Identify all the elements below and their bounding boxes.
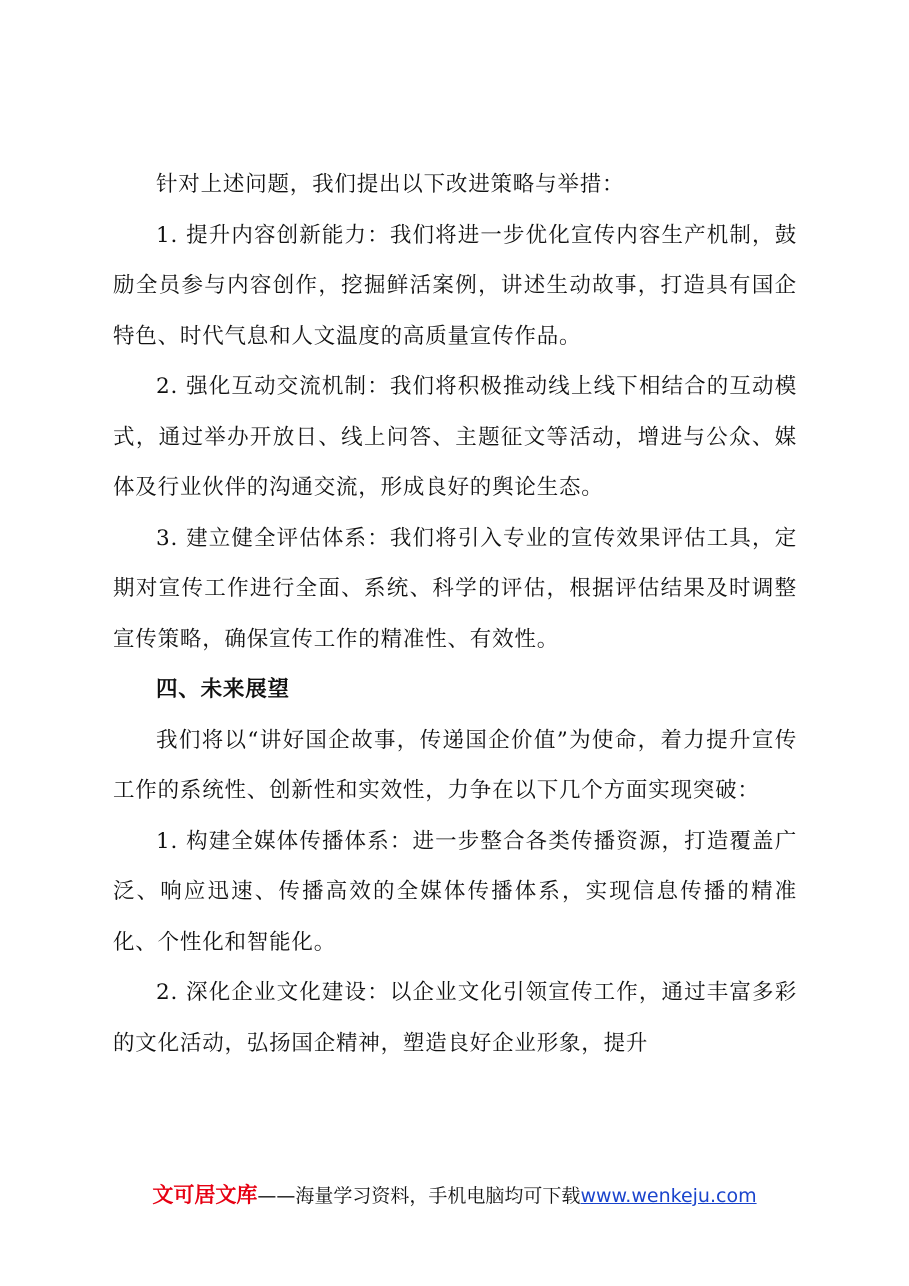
footer-banner	[0, 1180, 909, 1211]
paragraph-intro: 针对上述问题，我们提出以下改进策略与举措：	[156, 172, 625, 197]
paragraph-item-all-media: 1. 构建全媒体传播体系：进一步整合各类传播资源，打造覆盖广泛、响应迅速、传播高效的全媒体传播体系，实现信息传播的精准化、个性化和智能化。	[113, 828, 797, 955]
footer-website-link[interactable]: www.wenkeju.com	[580, 1185, 757, 1207]
paragraph-outlook-intro: 我们将以“讲好国企故事，传递国企价值”为使命，着力提升宣传工作的系统性、创新性和实效性，力争在以下几个方面实现突破：	[113, 727, 797, 803]
paragraph-item-interaction: 2. 强化互动交流机制：我们将积极推动线上线下相结合的互动模式，通过举办开放日、线上问答、主题征文等活动，增进与公众、媒体及行业伙伴的沟通交流，形成良好的舆论生态。	[113, 374, 797, 500]
footer-brand: 文可居文库	[152, 1183, 258, 1207]
paragraph-item-content-innovation: 1. 提升内容创新能力：我们将进一步优化宣传内容生产机制，鼓励全员参与内容创作，挖掘鲜活案例，讲述生动故事，打造具有国企特色、时代气息和人文温度的高质量宣传作品。	[113, 222, 797, 349]
paragraph-item-evaluation: 3. 建立健全评估体系：我们将引入专业的宣传效果评估工具，定期对宣传工作进行全面、系统、科学的评估，根据评估结果及时调整宣传策略，确保宣传工作的精准性、有效性。	[113, 525, 797, 652]
footer-tagline: ——海量学习资料，手机电脑均可下载	[257, 1185, 581, 1207]
paragraph-item-culture: 2. 深化企业文化建设：以企业文化引领宣传工作，通过丰富多彩的文化活动，弘扬国企精神，塑造良好企业形象，提升	[113, 980, 797, 1056]
document-body	[113, 160, 797, 1069]
section-heading-future-outlook: 四、未来展望	[156, 677, 290, 702]
